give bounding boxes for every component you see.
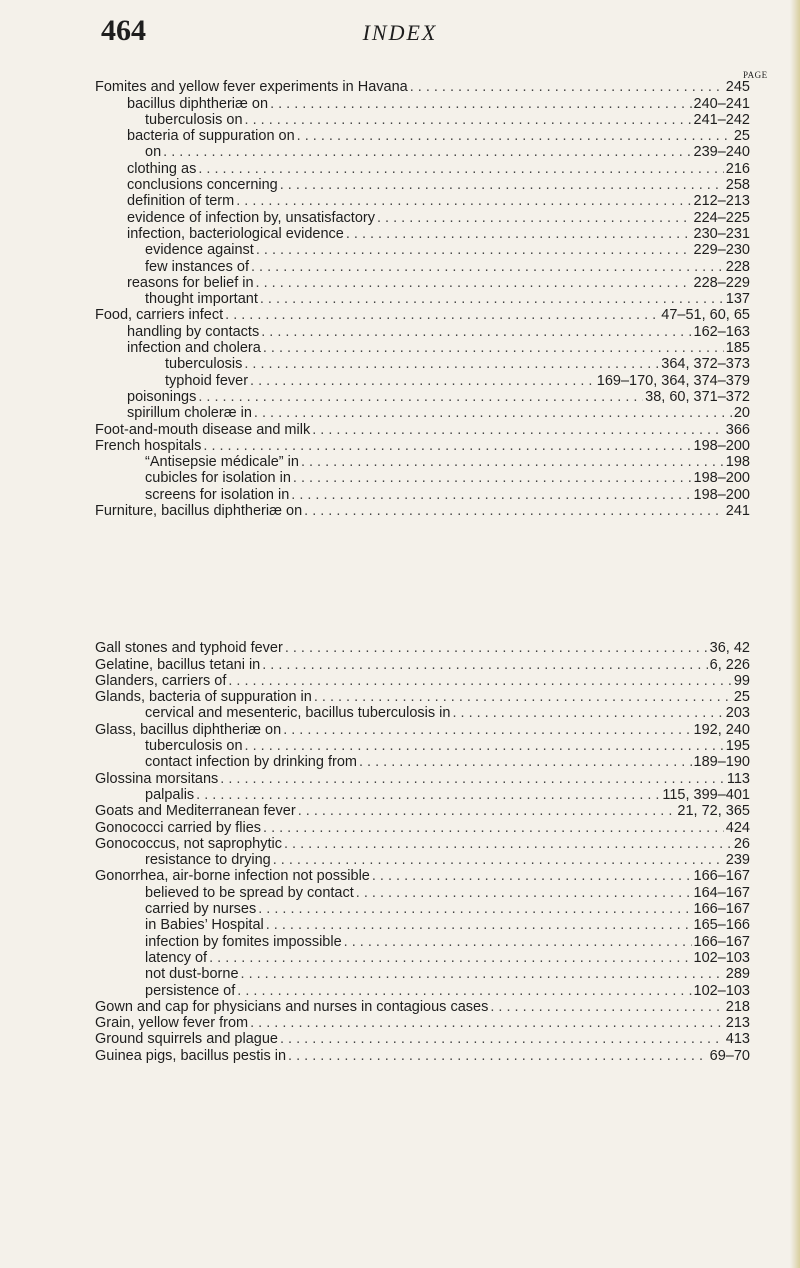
index-entry [95,770,750,786]
index-entry-pages: 26 [733,835,750,852]
index-entry-pages: 185 [725,340,750,357]
index-entry-pages: 113 [726,770,750,787]
index-entry-text: Glossina morsitans [95,770,219,787]
index-entry-pages: 198–200 [693,470,750,487]
index-entry-pages: 241 [725,503,750,520]
index-entry-text: Gonococcus, not saprophytic [95,835,282,852]
index-entry [95,144,750,160]
index-entry-text: bacteria of suppuration on [127,128,295,145]
index-entry [95,323,750,339]
index-entry-text: believed to be spread by contact [145,884,354,901]
index-entry [95,689,750,705]
index-entry-text: Gall stones and typhoid fever [95,640,283,657]
index-entry-pages: 25 [733,689,750,706]
index-entry-pages: 218 [725,998,750,1015]
index-entry [95,307,750,323]
index-entry-pages: 115, 399–401 [662,786,750,803]
dot-leader [198,161,723,177]
index-entry-text: Grain, yellow fever from [95,1015,249,1032]
index-entry [95,966,750,982]
index-entry-pages: 189–190 [693,754,750,771]
index-entry-text: Foot-and-mouth disease and milk [95,421,311,438]
index-entry [95,226,750,242]
page-edge [790,0,800,1268]
index-entry [95,656,750,672]
dot-leader [244,356,659,372]
index-entry-text: evidence against [145,242,254,259]
dot-leader [372,868,692,884]
index-entry [95,372,750,388]
index-entry-text: contact infection by drinking from [145,754,357,771]
index-entry-pages: 289 [725,966,750,983]
dot-leader [285,640,708,656]
index-entry [95,79,750,95]
index-entry [95,852,750,868]
index-entry-pages: 424 [725,819,750,836]
index-section-g [95,640,750,1064]
dot-leader [254,405,732,421]
index-entry-text: latency of [145,949,208,966]
page-column-heading: PAGE [743,70,768,80]
index-entry [95,275,750,291]
dot-leader [163,144,691,160]
index-entry-pages: 216 [725,160,750,177]
index-entry-text: tuberculosis on [145,738,243,755]
index-entry-pages: 166–167 [693,901,750,918]
index-entry-pages: 21, 72, 365 [677,803,750,820]
index-entry [95,405,750,421]
dot-leader [410,79,724,95]
dot-leader [291,487,691,503]
index-entry-pages: 229–230 [693,242,750,259]
index-entry-text: typhoid fever [165,372,249,389]
index-entry [95,836,750,852]
index-entry-text: poisonings [127,388,197,405]
index-entry [95,95,750,111]
index-entry-pages: 230–231 [693,225,750,242]
index-entry [95,112,750,128]
index-entry-text: on [145,144,162,161]
dot-leader [225,307,659,323]
index-entry-text: thought important [145,291,258,308]
index-entry-text: carried by nurses [145,901,257,918]
index-entry [95,356,750,372]
index-entry-text: Gonococci carried by flies [95,819,262,836]
dot-leader [237,983,691,999]
dot-leader [261,324,691,340]
index-entry-text: Guinea pigs, bacillus pestis in [95,1047,287,1064]
index-entry-pages: 198 [725,454,750,471]
index-entry-pages: 166–167 [693,933,750,950]
running-title: INDEX [362,20,438,45]
index-entry-text: Food, carriers infect [95,307,224,324]
dot-leader [280,177,724,193]
index-entry [95,1047,750,1063]
index-entry-text: tuberculosis [165,356,243,373]
index-entry-pages: 195 [725,738,750,755]
index-entry-pages: 245 [725,79,750,96]
index-entry-pages: 198–200 [693,486,750,503]
dot-leader [346,226,692,242]
index-entry-text: Goats and Mediterranean fever [95,803,296,820]
dot-leader [304,503,724,519]
index-entry-text: Glass, bacillus diphtheriæ on [95,721,282,738]
index-entry [95,421,750,437]
index-entry [95,486,750,502]
index-entry [95,193,750,209]
index-entry [95,721,750,737]
index-entry [95,754,750,770]
index-entry-text: in Babies’ Hospital [145,917,264,934]
dot-leader [273,852,724,868]
dot-leader [263,820,724,836]
dot-leader [312,422,724,438]
index-entry-text: conclusions concerning [127,177,278,194]
index-entry-pages: 192, 240 [693,721,750,738]
index-entry-pages: 69–70 [709,1047,750,1064]
index-entry-text: Glanders, carriers of [95,672,227,689]
index-entry [95,950,750,966]
dot-leader [298,803,676,819]
index-entry-pages: 364, 372–373 [661,356,750,373]
index-entry-text: infection, bacteriological evidence [127,225,344,242]
index-entry [95,160,750,176]
index-entry-pages: 20 [733,405,750,422]
index-entry [95,1031,750,1047]
index-entry-pages: 6, 226 [709,656,750,673]
dot-leader [314,689,732,705]
index-entry-pages: 228 [725,258,750,275]
index-entry [95,803,750,819]
index-entry [95,503,750,519]
index-entry [95,933,750,949]
index-entry-pages: 165–166 [693,917,750,934]
index-entry [95,389,750,405]
index-entry-pages: 47–51, 60, 65 [661,307,750,324]
index-entry-pages: 25 [733,128,750,145]
dot-leader [251,259,724,275]
dot-leader [288,1048,708,1064]
index-entry-text: infection and cholera [127,340,261,357]
dot-leader [256,275,692,291]
dot-leader [283,722,691,738]
index-entry-text: Fomites and yellow fever experiments in Havana [95,79,408,96]
dot-leader [262,657,707,673]
index-entry [95,128,750,144]
index-entry-text: Gelatine, bacillus tetani in [95,656,261,673]
index-entry-pages: 198–200 [693,437,750,454]
index-entry [95,438,750,454]
index-entry-text: Ground squirrels and plague [95,1031,278,1048]
index-entry-pages: 36, 42 [709,640,750,657]
dot-leader [490,999,723,1015]
dot-leader [196,787,660,803]
dot-leader [266,917,692,933]
index-entry-pages: 38, 60, 371–372 [645,388,750,405]
index-entry-pages: 239 [725,852,750,869]
index-entry [95,901,750,917]
index-entry [95,738,750,754]
index-entry-text: clothing as [127,160,197,177]
index-entry-pages: 239–240 [693,144,750,161]
index-entry-text: reasons for belief in [127,274,254,291]
index-entry-pages: 102–103 [693,982,750,999]
dot-leader [377,210,692,226]
dot-leader [250,1015,724,1031]
index-section-f [95,79,750,519]
index-entry [95,340,750,356]
dot-leader [209,950,691,966]
index-entry-text: few instances of [145,258,249,275]
index-entry [95,640,750,656]
index-entry-text: evidence of infection by, unsatisfactory [127,209,375,226]
index-entry-text: Gown and cap for physicians and nurses in contagious cases [95,998,489,1015]
index-entry [95,884,750,900]
dot-leader [250,373,595,389]
dot-leader [284,836,732,852]
index-entry-pages: 137 [725,291,750,308]
page-number: 464 [101,14,146,47]
index-entry-pages: 102–103 [693,949,750,966]
index-entry-pages: 241–242 [693,111,750,128]
index-entry [95,819,750,835]
index-entry-text: palpalis [145,786,195,803]
index-entry-text: cervical and mesenteric, bacillus tuberculosis in [145,705,451,722]
index-entry-pages: 228–229 [693,274,750,291]
index-entry-pages: 164–167 [693,884,750,901]
index-entry-text: persistence of [145,982,236,999]
index-entry-pages: 213 [725,1015,750,1032]
index-entry [95,787,750,803]
index-entry-pages: 240–241 [693,95,750,112]
index-entry-text: Furniture, bacillus diphtheriæ on [95,503,303,520]
index-entry [95,291,750,307]
index-entry-pages: 162–163 [693,323,750,340]
dot-leader [245,112,692,128]
index-entry [95,982,750,998]
index-entry-pages: 224–225 [693,209,750,226]
dot-leader [344,934,692,950]
index-entry-text: Gonorrhea, air-borne infection not possible [95,868,370,885]
dot-leader [297,128,732,144]
dot-leader [245,738,724,754]
dot-leader [256,242,692,258]
dot-leader [260,291,724,307]
index-entry-pages: 413 [725,1031,750,1048]
index-entry [95,258,750,274]
dot-leader [280,1031,724,1047]
index-entry-pages: 166–167 [693,868,750,885]
dot-leader [359,754,692,770]
index-entry-text: not dust-borne [145,966,239,983]
dot-leader [220,771,725,787]
dot-leader [293,470,692,486]
dot-leader [270,96,691,112]
index-entry-text: tuberculosis on [145,111,243,128]
index-entry [95,999,750,1015]
index-entry-text: handling by contacts [127,323,260,340]
index-entry-text: Glands, bacteria of suppuration in [95,689,312,706]
index-entry-text: French hospitals [95,437,202,454]
index-entry-pages: 203 [725,705,750,722]
index-entry-text: infection by fomites impossible [145,933,342,950]
dot-leader [203,438,691,454]
index-entry-text: cubicles for isolation in [145,470,291,487]
dot-leader [236,193,691,209]
index-entry-text: spirillum choleræ in [127,405,252,422]
index-entry [95,454,750,470]
index-entry [95,917,750,933]
dot-leader [198,389,643,405]
index-entry-text: “Antisepsie médicale” in [145,454,299,471]
index-entry-text: screens for isolation in [145,486,290,503]
index-entry-text: bacillus diphtheriæ on [127,95,269,112]
dot-leader [263,340,724,356]
index-entry-pages: 169–170, 364, 374–379 [596,372,750,389]
index-entry [95,673,750,689]
index-entry-pages: 366 [725,421,750,438]
dot-leader [258,901,691,917]
index-entry-pages: 212–213 [693,193,750,210]
dot-leader [356,885,692,901]
index-entry [95,705,750,721]
index-entry [95,1015,750,1031]
index-entry-pages: 99 [733,672,750,689]
index-entry [95,242,750,258]
dot-leader [301,454,724,470]
index-entry [95,470,750,486]
index-entry [95,177,750,193]
dot-leader [452,705,723,721]
dot-leader [241,966,724,982]
index-entry-pages: 258 [725,177,750,194]
index-entry [95,868,750,884]
index-entry [95,209,750,225]
index-entry-text: definition of term [127,193,235,210]
dot-leader [228,673,732,689]
index-entry-text: resistance to drying [145,852,271,869]
